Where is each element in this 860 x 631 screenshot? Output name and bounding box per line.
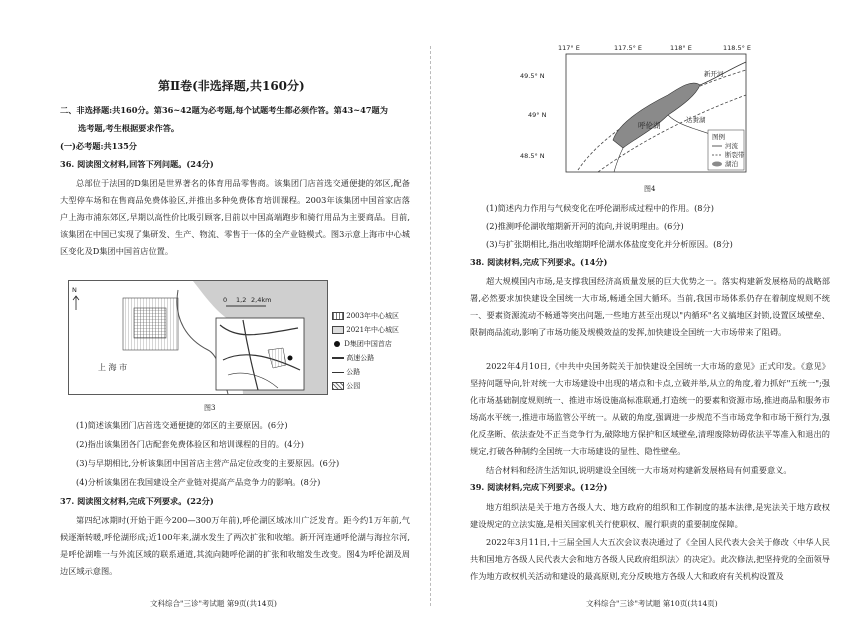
lat-48-5: 48.5° N [520, 152, 545, 160]
lon-118: 118° E [670, 44, 692, 52]
right-footer: 文科综合"三诊"考试题 第10页(共14页) [586, 599, 718, 608]
q36-question-4: (4)分析该集团在我国建设全产业链对提高产品竞争力的影响。(8分) [76, 477, 321, 487]
legend-store-icon [334, 341, 340, 347]
q36-question-3: (3)与早期相比,分析该集团中国首店主营产品定位改变的主要原因。(6分) [76, 458, 340, 468]
lon-117-5: 117.5° E [614, 44, 643, 52]
left-page [0, 0, 420, 631]
lon-117: 117° E [558, 44, 580, 52]
legend-title: 图例 [712, 133, 725, 141]
legend-lake: 湖泊 [725, 160, 738, 168]
page-divider [430, 46, 431, 606]
q37-question-2: (2)推测呼伦湖收缩期新开河的流向,并说明理由。(6分) [486, 221, 684, 231]
figure-3-map [68, 280, 328, 395]
q39-paragraph-1: 地方组织法是关于地方各级人大、地方政府的组织和工作制度的基本法律,是宪法关于地方政权建设规定的立法实施,是相关国家机关行使职权、履行职责的重要制度保障。 [470, 502, 830, 529]
left-footer: 文科综合"三诊"考试题 第9页(共14页) [150, 599, 277, 608]
q37-title: 37. 阅读图文材料,完成下列要求。(22分) [60, 496, 214, 506]
q36-paragraph: 总部位于法国的D集团是世界著名的体育用品零售商。该集团门店首选交通便捷的郊区,配备大型停车场和在售商品免费体验区,并推出多种免费体育培训课程。2003年该集团中国首家店落户上海市浦东郊区,早期以高性价比吸引顾客,目前以中国高端跑步和骑行用品为主要商品。目前,该集团在中国已实现了集研发、生产、物流、零售于一体的全产业链模式。图3示意上海市中心城区变化及D集团中国首店位置。 [60, 178, 410, 256]
q38-title: 38. 阅读材料,完成下列要求。(14分) [470, 257, 608, 267]
legend-road: 公路 [346, 368, 361, 376]
central-district-2003 [134, 308, 166, 338]
part-heading-line2: 选考题,考生根据要求作答。 [78, 123, 180, 133]
required-heading: (一)必考题:共135分 [60, 141, 137, 151]
figure-4-caption: 图4 [644, 185, 656, 193]
scale-end: 2,4km [251, 296, 272, 304]
legend-river: 河流 [725, 142, 738, 150]
lat-49-5: 49.5° N [520, 72, 545, 80]
legend-store: D集团中国首店 [344, 340, 392, 348]
legend-2003: 2003年中心城区 [346, 312, 400, 320]
legend-park-swatch [332, 382, 344, 390]
legend-2003-swatch [332, 312, 344, 320]
scale-0: 0 [223, 296, 228, 304]
river-label: 新开河 [704, 70, 724, 78]
place-label: 达赉湖 [686, 116, 706, 124]
section-title: 第Ⅱ卷(非选择题,共160分) [158, 79, 305, 93]
city-label: 上 海 市 [98, 363, 128, 372]
q36-question-2: (2)指出该集团各门店配套免费体验区和培训课程的目的。(4分) [76, 439, 304, 449]
legend-fault: 断裂带 [725, 151, 745, 159]
q39-title: 39. 阅读材料,完成下列要求。(12分) [470, 482, 608, 492]
figure-3-caption: 图3 [204, 404, 216, 412]
north-arrow: N [72, 286, 77, 294]
q38-paragraph-3: 结合材料和经济生活知识,说明建设全国统一大市场对构建新发展格局有何重要意义。 [486, 465, 792, 475]
q36-title: 36. 阅读图文材料,回答下列问题。(24分) [60, 159, 214, 169]
q37-question-1: (1)简述内力作用与气候变化在呼伦湖形成过程中的作用。(8分) [486, 203, 714, 213]
lon-118-5: 118.5° E [723, 44, 752, 52]
part-heading-line1: 二、非选择题:共160分。第36~42题为必考题,每个试题考生都必须作答。第43~47题为 [60, 105, 388, 115]
legend-2021: 2021年中心城区 [346, 326, 400, 334]
lat-49: 49° N [528, 111, 547, 119]
q37-question-3: (3)与扩张期相比,指出收缩期呼伦湖水体盐度变化并分析原因。(8分) [486, 239, 733, 249]
figure-4-map [518, 40, 778, 175]
q37-paragraph: 第四纪冰期时(开始于距今200—300万年前),呼伦湖区域冰川广泛发育。距今约1万年前,气候逐渐转暖,呼伦湖形成;近100年来,湖水发生了两次扩张和收缩。新开河连通呼伦湖与海拉尔河,是呼伦湖唯一与外流区域的联系通道,其流向随呼伦湖的扩张和收缩发生改变。图4为呼伦湖及周边区域示意图。 [60, 515, 410, 576]
q36-question-1: (1)简述该集团门店首选交通便捷的郊区的主要原因。(6分) [76, 420, 288, 430]
scale-mid: 1,2 [236, 296, 247, 304]
q38-paragraph-2: 2022年4月10日,《中共中央国务院关于加快建设全国统一大市场的意见》正式印发。《意见》坚持问题导向,针对统一大市场建设中出现的堵点和卡点,立破并举,从立的角度,着力抓好"五统一";强化市场基础制度规则统一、推进市场设施高标准联通,打造统一的要素和资源市场,推进商品和服务市场高水平统一,推进市场监管公平统一。从破的角度,强调进一步规范不当市场竞争和市场干预行为,强化反垄断、依法查处不正当竞争行为,破除地方保护和区域壁垒,清理废除妨碍依法平等准入和退出的规定,打破各种制约全国统一大市场建设的显性、隐性壁垒。 [470, 361, 830, 456]
legend-park: 公园 [346, 382, 361, 390]
legend-2021-swatch [332, 326, 344, 334]
q39-paragraph-2: 2022年3月11日,十三届全国人大五次会议表决通过了《全国人民代表大会关于修改〈中华人民共和国地方各级人民代表大会和地方各级人民政府组织法〉的决定》。此次修法,把坚持党的全面领导作为地方政权机关活动和建设的最高原则,充分反映地方各级人大和政府有关机构设置及 [470, 537, 830, 581]
legend-expressway: 高速公路 [346, 354, 375, 362]
right-page [440, 0, 860, 631]
lake-label: 呼伦湖 [638, 121, 661, 130]
q38-paragraph-1: 超大规模国内市场,是支撑我国经济高质量发展的巨大优势之一。落实构建新发展格局的战略部署,必然要求加快建设全国统一大市场,畅通全国大循环。当前,我国市场体系仍存在着制度规则不统一、要素资源流动不畅通等突出问题,一些地方甚至出现以"内循环"名义搞地区封锁,设置区域壁垒、限制商品流动,影响了市场功能及规模效益的发挥,加快建设全国统一大市场带来了阻碍。 [470, 276, 830, 337]
d-store-marker [288, 356, 293, 361]
